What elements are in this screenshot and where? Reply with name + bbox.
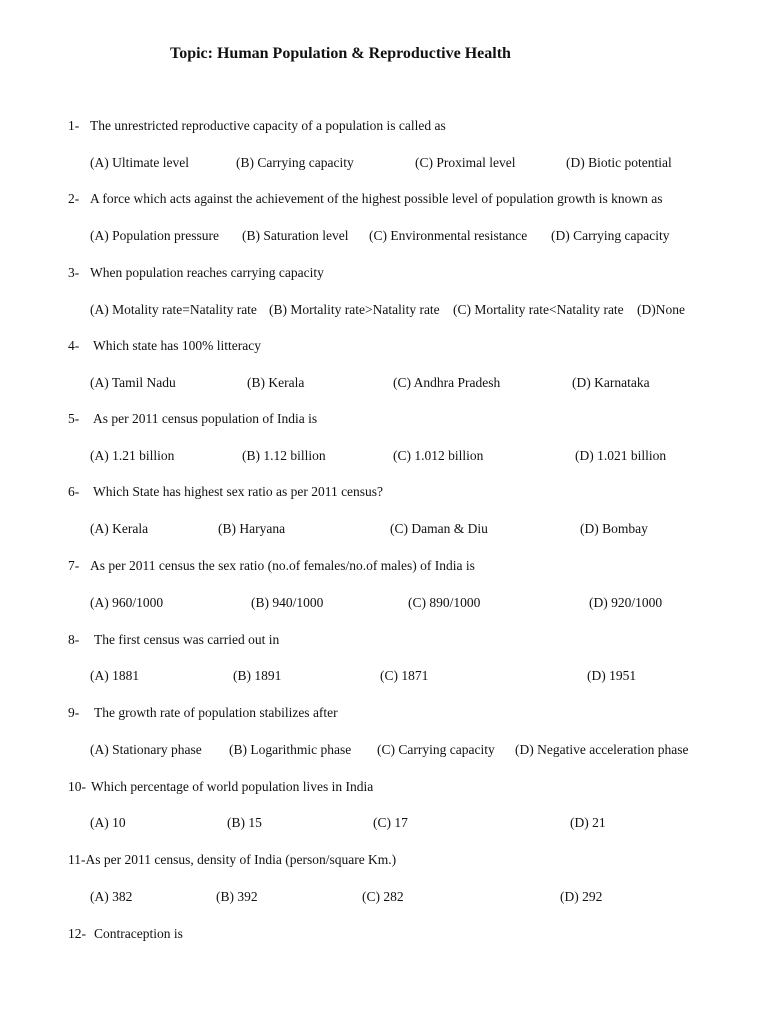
question-text: The unrestricted reproductive capacity of a population is called as [90, 118, 446, 133]
option-b: (B) 1891 [233, 668, 282, 683]
question-number: 7- [68, 558, 80, 573]
option-d: (D) Negative acceleration phase [515, 742, 689, 757]
option-c: (C) Mortality rate<Natality rate [453, 302, 624, 317]
option-a: (A) 1.21 billion [90, 448, 175, 463]
question-6 [68, 484, 383, 500]
option-c: (C) 282 [362, 889, 404, 904]
option-a: (A) Tamil Nadu [90, 375, 176, 390]
question-2 [68, 191, 662, 207]
option-c: (C) 890/1000 [408, 595, 481, 610]
question-text: When population reaches carrying capacity [90, 265, 324, 280]
option-b: (B) Saturation level [242, 228, 349, 243]
question-text: Which percentage of world population lives in India [91, 779, 374, 794]
option-c: (C) 1871 [380, 668, 429, 683]
option-a: (A) Kerala [90, 521, 149, 536]
option-b: (B) 940/1000 [251, 595, 324, 610]
question-number: 11- [68, 852, 86, 867]
question-number: 2- [68, 191, 80, 206]
option-a: (A) 960/1000 [90, 595, 164, 610]
question-number: 10- [68, 779, 86, 794]
option-a: (A) 382 [90, 889, 133, 904]
question-number: 9- [68, 705, 80, 720]
option-c: (C) Proximal level [415, 155, 516, 170]
question-text: As per 2011 census, density of India (person/square Km.) [85, 852, 397, 867]
question-number: 8- [68, 632, 80, 647]
question-text: A force which acts against the achievement of the highest possible level of population growth is known as [90, 191, 663, 206]
option-a: (A) Motality rate=Natality rate [90, 302, 257, 317]
option-c: (C) 17 [373, 815, 408, 830]
question-text: As per 2011 census population of India is [93, 411, 318, 426]
option-a: (A) 1881 [90, 668, 140, 683]
question-10 [68, 779, 373, 795]
question-4 [68, 338, 261, 354]
question-11 [68, 852, 396, 868]
option-d: (D) 1951 [587, 668, 637, 683]
option-d: (D) Bombay [580, 521, 648, 536]
question-1 [68, 118, 446, 134]
option-a: (A) Population pressure [90, 228, 219, 243]
option-c: (C) Daman & Diu [390, 521, 488, 536]
question-5 [68, 411, 317, 427]
option-d: (D) 1.021 billion [575, 448, 667, 463]
option-a: (A) Ultimate level [90, 155, 189, 170]
option-c: (C) Carrying capacity [377, 742, 495, 757]
option-c: (C) Environmental resistance [369, 228, 528, 243]
question-8 [68, 632, 279, 648]
question-3 [68, 265, 324, 281]
question-7 [68, 558, 475, 574]
option-b: (B) Logarithmic phase [229, 742, 352, 757]
question-text: Contraception is [94, 926, 183, 941]
option-d: (D) Karnataka [572, 375, 650, 390]
question-12 [68, 926, 183, 942]
option-d: (D) 21 [570, 815, 606, 830]
option-a: (A) 10 [90, 815, 126, 830]
question-text: As per 2011 census the sex ratio (no.of females/no.of males) of India is [90, 558, 475, 573]
option-b: (B) Haryana [218, 521, 286, 536]
question-number: 5- [68, 411, 80, 426]
option-b: (B) Carrying capacity [236, 155, 354, 170]
option-d: (D) Biotic potential [566, 155, 672, 170]
question-number: 1- [68, 118, 80, 133]
question-9 [68, 705, 338, 721]
question-number: 6- [68, 484, 80, 499]
question-text: The first census was carried out in [94, 632, 280, 647]
option-d: (D) 292 [560, 889, 603, 904]
option-c: (C) Andhra Pradesh [393, 375, 501, 390]
option-b: (B) Kerala [247, 375, 305, 390]
option-d: (D)None [637, 302, 685, 317]
question-number: 3- [68, 265, 80, 280]
question-text: The growth rate of population stabilizes after [94, 705, 338, 720]
option-d: (D) Carrying capacity [551, 228, 670, 243]
option-b: (B) 15 [227, 815, 262, 830]
option-b: (B) 1.12 billion [242, 448, 326, 463]
page-title: Topic: Human Population & Reproductive Health [170, 45, 511, 62]
option-b: (B) Mortality rate>Natality rate [269, 302, 440, 317]
question-number: 12- [68, 926, 86, 941]
question-number: 4- [68, 338, 80, 353]
question-text: Which State has highest sex ratio as per 2011 census? [93, 484, 384, 499]
option-a: (A) Stationary phase [90, 742, 202, 757]
option-b: (B) 392 [216, 889, 258, 904]
option-c: (C) 1.012 billion [393, 448, 484, 463]
question-text: Which state has 100% litteracy [93, 338, 261, 353]
option-d: (D) 920/1000 [589, 595, 663, 610]
